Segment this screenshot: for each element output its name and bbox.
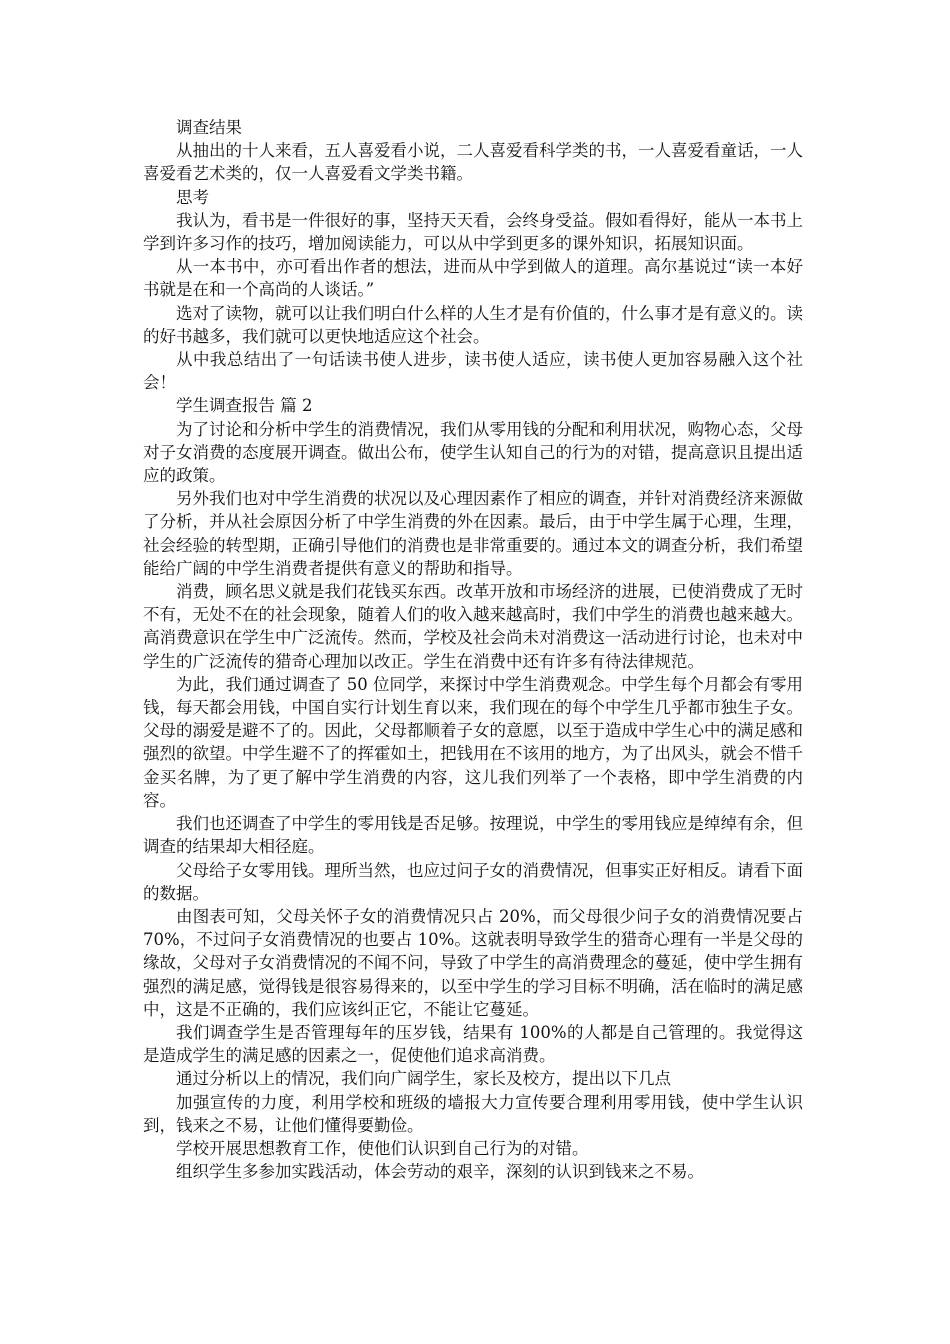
- paragraph: 选对了读物，就可以让我们明白什么样的人生才是有价值的，什么事才是有意义的。读的好书越多，我们就可以更快地适应这个社会。: [143, 303, 803, 346]
- paragraph: 从中我总结出了一句话读书使人进步，读书使人适应，读书使人更加容易融入这个社会！: [143, 350, 803, 393]
- paragraph: 为此，我们通过调查了 50 位同学，来探讨中学生消费观念。中学生每个月都会有零用钱，每天都会用钱，中国自实行计划生育以来，我们现在的每个中学生几乎都市独生子女。父母的溺爱是避不了的。因此，父母都顺着子女的意愿，以至于造成中学生心中的满足感和强烈的欲望。中学生避不了的挥霍如土，把钱用在不该用的地方，为了出风头，就会不惜千金买名牌，为了更了解中学生消费的内容，这儿我们列举了一个表格，即中学生消费的内容。: [143, 674, 803, 810]
- section-heading-reflection: 思考: [176, 187, 209, 207]
- paragraph: 消费，顾名思义就是我们花钱买东西。改革开放和市场经济的进展，已使消费成了无时不有，无处不在的社会现象，随着人们的收入越来越高时，我们中学生的消费也越来越大。高消费意识在学生中广泛流传。然而，学校及社会尚未对消费这一活动进行讨论，也未对中学生的广泛流传的猎奇心理加以改正。学生在消费中还有许多有待法律规范。: [143, 582, 803, 671]
- paragraph: 父母给子女零用钱。理所当然，也应过问子女的消费情况，但事实正好相反。请看下面的数据。: [143, 860, 803, 903]
- paragraph: 组织学生多参加实践活动，体会劳动的艰辛，深刻的认识到钱来之不易。: [176, 1162, 704, 1182]
- paragraph: 由图表可知，父母关怀子女的消费情况只占 20%，而父母很少问子女的消费情况要占 70%，不过问子女消费情况的也要占 10%。这就表明导致学生的猎奇心理有一半是父母的缘故，父母对子女消费情况的不闻不问，导致了中学生的高消费理念的蔓延，使中学生拥有强烈的满足感，觉得钱是很容易得来的，以至中学生的学习目标不明确，活在临时的满足感中，这是不正确的，我们应该纠正它，不能让它蔓延。: [143, 906, 803, 1019]
- paragraph: 我们也还调查了中学生的零用钱是否足够。按理说，中学生的零用钱应是绰绰有余，但调查的结果却大相径庭。: [143, 814, 803, 857]
- paragraph: 通过分析以上的情况，我们向广阔学生，家长及校方，提出以下几点: [176, 1069, 671, 1089]
- paragraph: 学校开展思想教育工作，使他们认识到自己行为的对错。: [176, 1138, 589, 1158]
- paragraph: 从抽出的十人来看，五人喜爱看小说，二人喜爱看科学类的书，一人喜爱看童话，一人喜爱看艺术类的，仅一人喜爱看文学类书籍。: [143, 141, 803, 184]
- section-heading-report-2: 学生调查报告 篇 2: [176, 396, 313, 416]
- paragraph: 从一本书中，亦可看出作者的想法，进而从中学到做人的道理。高尔基说过“读一本好书就是在和一个高尚的人谈话。”: [143, 257, 803, 300]
- paragraph: 我认为，看书是一件很好的事，坚持天天看，会终身受益。假如看得好，能从一本书上学到许多习作的技巧，增加阅读能力，可以从中学到更多的课外知识，拓展知识面。: [143, 210, 803, 254]
- section-heading-survey-results: 调查结果: [176, 118, 242, 137]
- document-page: [143, 116, 803, 1183]
- paragraph: 另外我们也对中学生消费的状况以及心理因素作了相应的调查，并针对消费经济来源做了分析，并从社会原因分析了中学生消费的外在因素。最后，由于中学生属于心理，生理，社会经验的转型期，正确引导他们的消费也是非常重要的。通过本文的调查分析，我们希望能给广阔的中学生消费者提供有意义的帮助和指导。: [143, 489, 803, 578]
- paragraph: 为了讨论和分析中学生的消费情况，我们从零用钱的分配和利用状况，购物心态，父母对子女消费的态度展开调查。做出公布，使学生认知自己的行为的对错，提高意识且提出适应的政策。: [143, 419, 803, 486]
- paragraph: 加强宣传的力度，利用学校和班级的墙报大力宣传要合理利用零用钱，使中学生认识到，钱来之不易，让他们懂得要勤俭。: [143, 1092, 803, 1135]
- paragraph: 我们调查学生是否管理每年的压岁钱，结果有 100%的人都是自己管理的。我觉得这是造成学生的满足感的因素之一，促使他们追求高消费。: [143, 1022, 803, 1066]
